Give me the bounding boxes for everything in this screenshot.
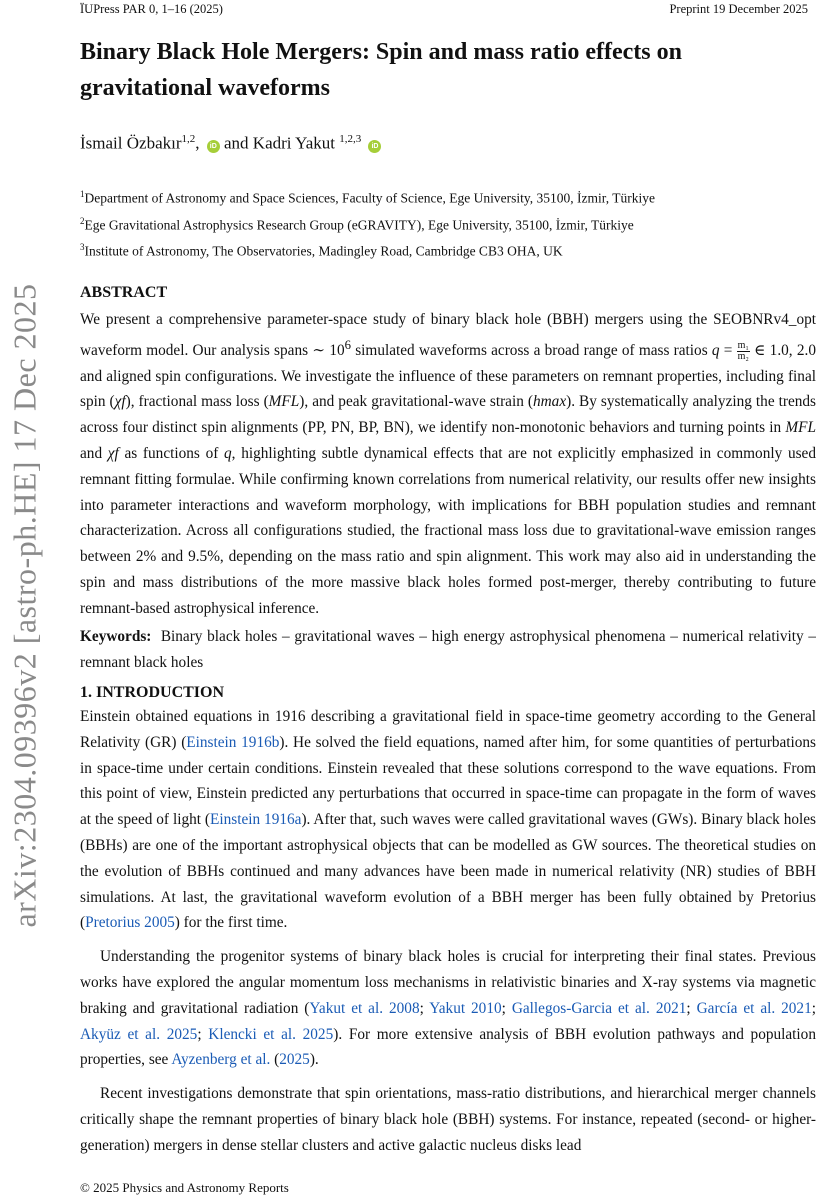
arxiv-id-stamp: arXiv:2304.09396v2 [astro-ph.HE] 17 Dec 2025 — [6, 282, 43, 928]
affiliation — [80, 210, 655, 237]
affiliation-number: 2 — [80, 215, 85, 226]
author-name: Kadri Yakut — [252, 133, 335, 153]
arxiv-sidebar — [8, 275, 42, 935]
affiliation-number: 1 — [80, 189, 85, 199]
author-name: İsmail Özbakır — [80, 133, 182, 153]
introduction-body — [80, 704, 816, 1167]
citation-link[interactable]: Einstein 1916a — [210, 811, 302, 829]
citation-link[interactable]: Yakut 2010 — [429, 999, 502, 1017]
author-affil-sup: 1,2 — [181, 133, 196, 145]
citation-link[interactable]: Ayzenberg et al. — [171, 1051, 271, 1069]
keywords-text: Binary black holes – gravitational waves – high energy astrophysical phenomena – numerical relativity –remnant black holes — [80, 628, 816, 671]
citation-link[interactable]: García et al. 2021 — [696, 999, 812, 1017]
affiliation — [80, 236, 655, 263]
running-header-journal: ÏUPress PAR 0, 1–16 (2025) — [80, 2, 223, 16]
citation-link[interactable]: 2025 — [279, 1051, 310, 1069]
mass-ratio-fraction: $\frac{\text{m₁}}{\text{m₂}}$ — [737, 339, 749, 362]
citation-link[interactable]: Yakut et al. 2008 — [309, 999, 420, 1017]
affiliation — [80, 183, 655, 210]
running-header-date: Preprint 19 December 2025 — [669, 2, 808, 16]
author-list — [80, 133, 381, 154]
paragraph: Understanding the progenitor systems of binary black holes is crucial for interpreting their final states. Previous works have explored the angular momentum loss mechanisms in relativistic binaries and X-ray systems via magnetic braking and gravitational radiation (Yakut et al. 2008; Yakut 2010; Gallegos-Garcia et al. 2021; García et al. 2021; Akyüz et al. 2025; Klencki et al. 2025). For more extensive analysis of BBH evolution pathways and population properties, see Ayzenberg et al. (2025). — [80, 948, 816, 1069]
author-affil-sup: 1,2,3 — [339, 133, 362, 145]
footer-copyright: © 2025 Physics and Astronomy Reports — [80, 1180, 289, 1195]
affiliation-text: Ege Gravitational Astrophysics Research Group (eGRAVITY), Ege University, 35100, İzmir, Türkiye — [84, 217, 634, 232]
keywords — [80, 624, 816, 676]
paragraph: Recent investigations demonstrate that spin orientations, mass-ratio distributions, and hierarchical merger channels critically shape the remnant properties of binary black hole (BBH) systems. For instance, repeated (second- or higher-generation) mergers in dense stellar clusters and active galactic nucleus disks lead — [80, 1085, 816, 1154]
abstract-heading: ABSTRACT — [80, 284, 168, 301]
citation-link[interactable]: Klencki et al. 2025 — [208, 1025, 334, 1043]
citation-link[interactable]: Einstein 1916b — [186, 733, 280, 751]
keywords-label: Keywords: — [80, 628, 152, 645]
section-heading-introduction: 1. INTRODUCTION — [80, 684, 225, 701]
affiliations — [80, 183, 655, 263]
paper-title: Binary Black Hole Mergers: Spin and mass ratio effects on gravitational waveforms — [80, 39, 682, 101]
affiliation-text: Department of Astronomy and Space Sciences, Faculty of Science, Ege University, 35100, İzmir, Türkiye — [84, 190, 655, 206]
affiliation-text: Institute of Astronomy, The Observatories, Madingley Road, Cambridge CB3 OHA, UK — [84, 243, 563, 259]
citation-link[interactable]: Akyüz et al. 2025 — [80, 1025, 198, 1043]
orcid-icon[interactable]: iD — [368, 140, 381, 153]
orcid-icon[interactable]: iD — [207, 140, 220, 153]
abstract-text: We present a comprehensive parameter-space study of binary black hole (BBH) mergers using the SEOBNRv4_opt waveform model. Our analysis spans ∼ $10^6$ simulated waveforms across a broad range of mass ratios q = $\frac{\text{m₁}}{\text{m₂}}$ ∈ 1.0, 2.0 and aligned spin configurations. We investigate the influence of these parameters on remnant properties, including final spin (χf), fractional mass loss (MFL), and peak gravitational-wave strain (hmax). By systematically analyzing the trends across four distinct spin alignments (PP, PN, BP, BN), we identify non-monotonic behaviors and turning points in MFL and χf as functions of q, highlighting subtle dynamical effects that are not explicitly emphasized in commonly used remnant fitting formulae. While confirming known correlations from numerical relativity, our results offer new insights into parameter interactions and waveform morphology, with implications for BBH population studies and remnant characterization. Across all configurations studied, the fractional mass loss due to gravitational-wave emission ranges between 2% and 9.5%, depending on the mass ratio and spin alignment. This work may also aid in understanding the spin and mass distributions of the more massive black holes formed post-merger, thereby contributing to future remnant-based astrophysical inference. — [80, 311, 816, 617]
author-and: and — [224, 133, 249, 153]
paragraph: Einstein obtained equations in 1916 describing a gravitational field in space-time geometry according to the General Relativity (GR) (Einstein 1916b). He solved the field equations, named after him, for some quantities of perturbations in space-time under certain conditions. Einstein revealed that these solutions correspond to the wave equations. From this point of view, Einstein predicted any perturbations that occurred in space-time can propagate in the form of waves at the speed of light (Einstein 1916a). After that, such waves were called gravitational waves (GWs). Binary black holes (BBHs) are one of the important astrophysical objects that can be modelled as GW sources. The theoretical studies on the evolution of BBHs continued and many advances have been made in numerical relativity (NR) studies of BBH simulations. At last, the gravitational waveform evolution of a BBH merger has been fully obtained by Pretorius (Pretorius 2005) for the first time. — [80, 708, 816, 932]
citation-link[interactable]: Gallegos-Garcia et al. 2021 — [511, 999, 687, 1017]
affiliation-number: 3 — [80, 242, 85, 252]
citation-link[interactable]: Pretorius 2005 — [85, 914, 175, 932]
author-separator: , — [195, 133, 200, 153]
